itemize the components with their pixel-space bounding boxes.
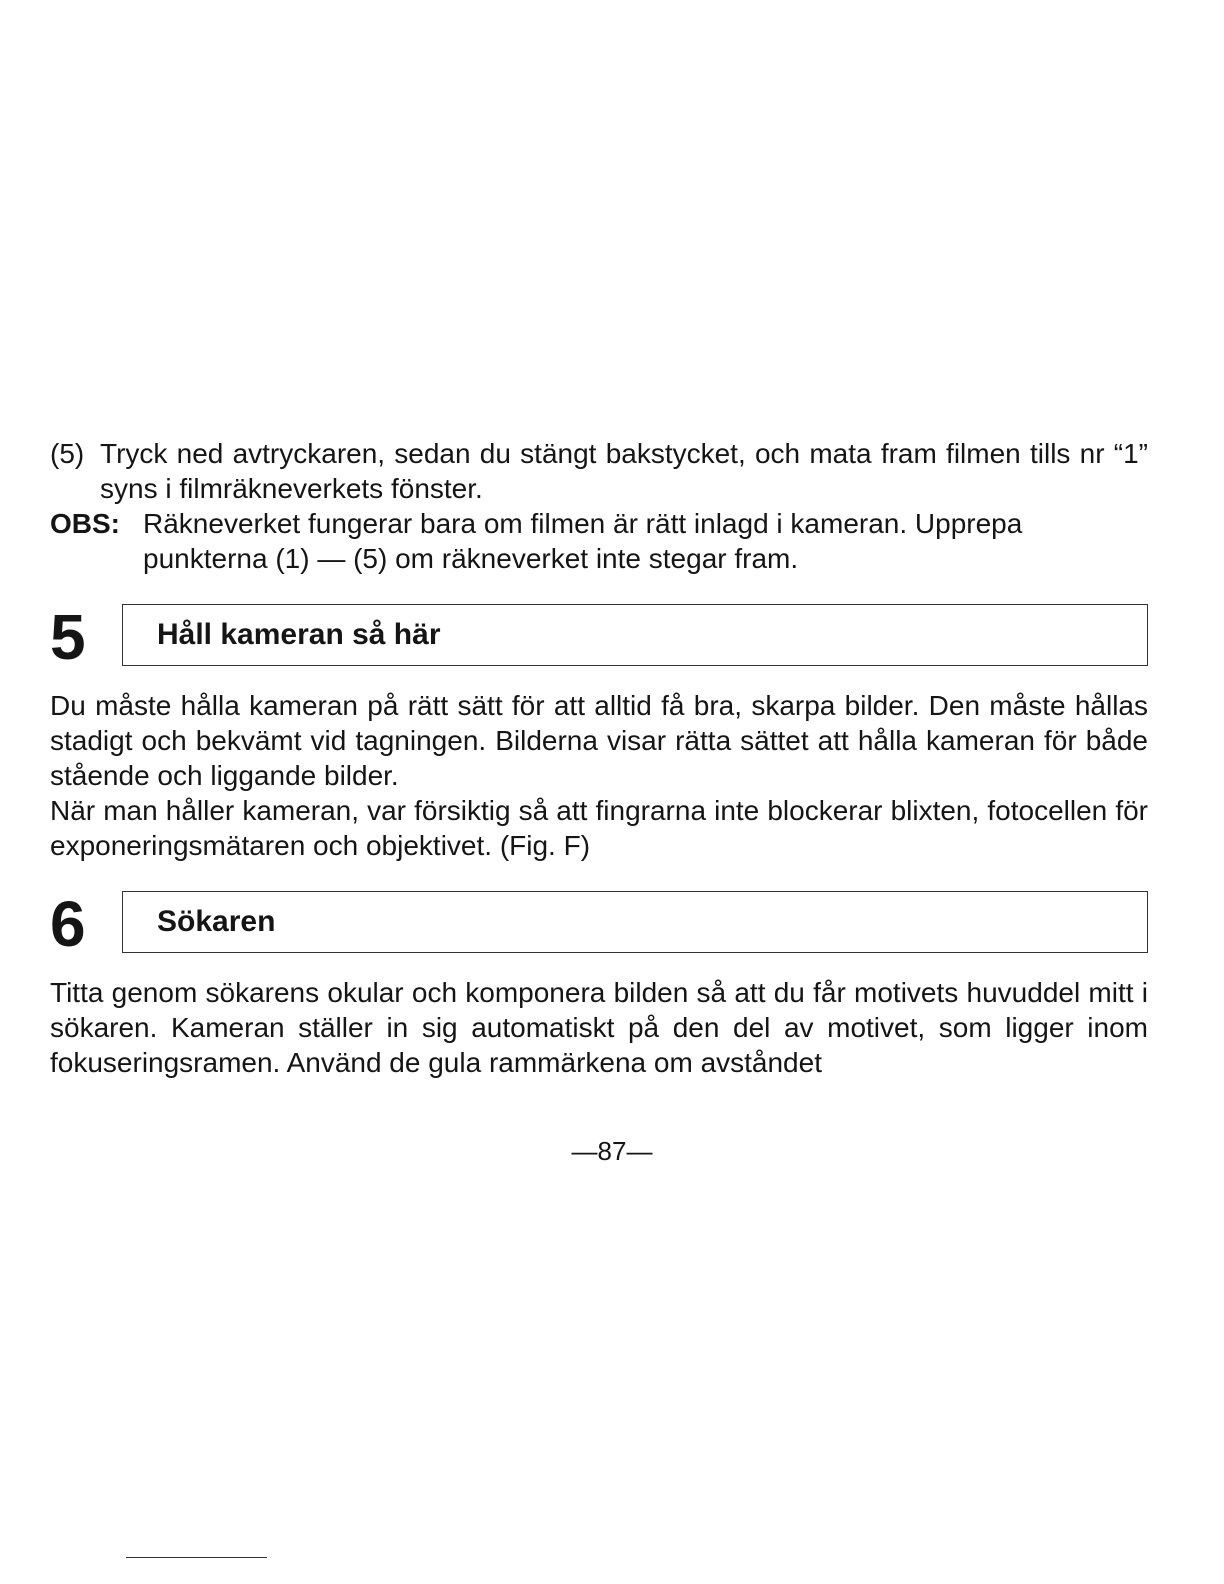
section-title-6: Sökaren <box>157 905 276 938</box>
section-title-box-6 <box>122 891 1148 953</box>
footnote-divider <box>126 1557 267 1558</box>
step-item-5 <box>50 436 1148 506</box>
section-5-paragraph-1: Du måste hålla kameran på rätt sätt för att alltid få bra, skarpa bilder. Den måste hållas stadigt och bekvämt vid tagningen. Bilderna visar rätta sättet att hålla kameran för både stående och liggande bilder. <box>50 690 1148 791</box>
step-text: Tryck ned avtryckaren, sedan du stängt bakstycket, och mata fram filmen tills nr “1” syns i filmräkneverkets fönster. <box>100 438 1148 504</box>
page-content <box>50 436 1148 1080</box>
section-title-box-5 <box>122 604 1148 666</box>
note-text: Räkneverket fungerar bara om filmen är rätt inlagd i kameran. Upprepa punkterna (1) — (5) om räkneverket inte stegar fram. <box>143 508 1023 574</box>
page-number: —87— <box>571 1136 653 1166</box>
note-block <box>50 506 1148 576</box>
section-6-paragraph-1: Titta genom sökarens okular och komponera bilden så att du får motivets huvuddel mitt i sökaren. Kameran ställer in sig automatiskt på den del av motivet, som ligger inom fokuseringsramen. Använd de gula rammärkena om avståndet <box>50 977 1148 1078</box>
note-label: OBS: <box>50 508 120 539</box>
step-number: (5) <box>50 438 85 469</box>
section-5-paragraph-2: När man håller kameran, var försiktig så att fingrarna inte blockerar blixten, fotocellen för exponeringsmätaren och objektivet. (Fig. F) <box>50 795 1148 861</box>
section-header-6 <box>50 887 1148 960</box>
section-header-5 <box>50 600 1148 673</box>
section-title-5: Håll kameran så här <box>157 618 441 651</box>
section-number-6: 6 <box>50 888 86 960</box>
section-number-5: 5 <box>50 601 86 673</box>
